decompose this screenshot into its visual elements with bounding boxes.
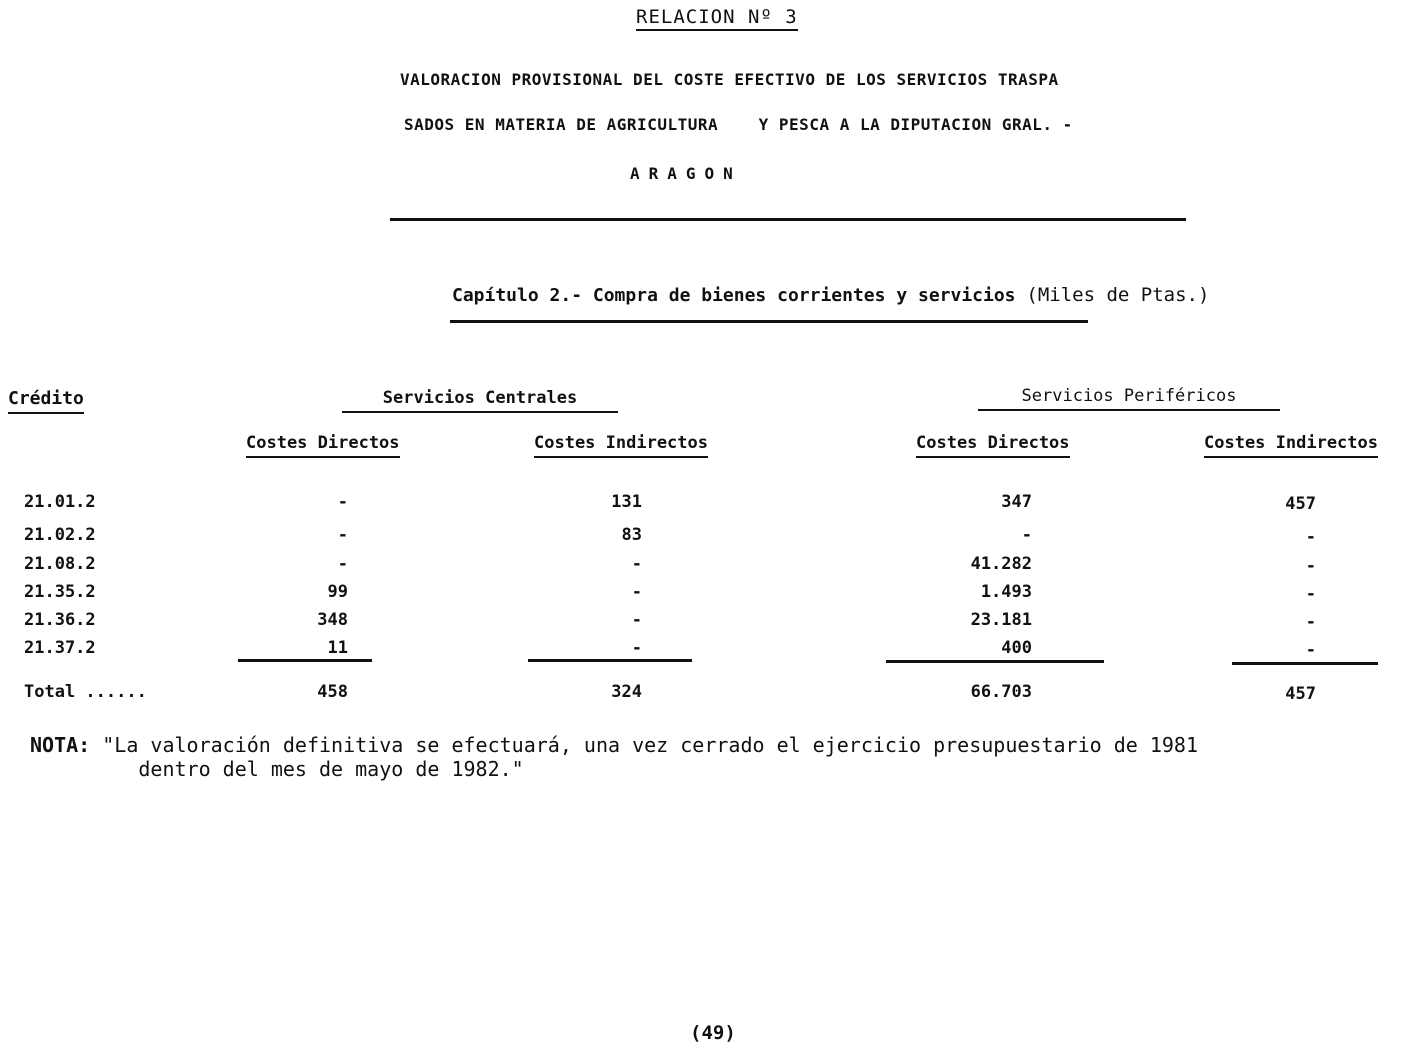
total-peripheral-indirect: 457 [1285, 684, 1316, 704]
note-label: NOTA: [30, 733, 91, 757]
peripheral-direct-value: 347 [1001, 492, 1032, 512]
central-indirect-value: - [631, 582, 642, 602]
credit-code: 21.02.2 [24, 525, 96, 545]
note-text-line-1: "La valoración definitiva se efectuará, una vez cerrado el ejercicio presupuestario de 1981 [102, 733, 1198, 757]
peripheral-indirect-value: - [1305, 556, 1316, 576]
peripheral-direct-costs-header: Costes Directos [916, 433, 1070, 458]
heading-line-2: SADOS EN MATERIA DE AGRICULTURA Y PESCA A LA DIPUTACION GRAL. - [404, 115, 1073, 134]
chapter-units: (Miles de Ptas.) [1026, 284, 1210, 306]
peripheral-direct-value: 400 [1001, 638, 1032, 658]
central-indirect-value: - [631, 554, 642, 574]
peripheral-indirect-sum-rule [1232, 662, 1378, 665]
relacion-title: RELACION Nº 3 [636, 6, 798, 31]
credit-code: 21.37.2 [24, 638, 96, 658]
chapter-title-text: Capítulo 2.- Compra de bienes corrientes y servicios [452, 285, 1016, 306]
total-label: Total ...... [24, 682, 147, 702]
chapter-divider [450, 320, 1088, 323]
note [30, 733, 1198, 781]
peripheral-indirect-value: - [1305, 640, 1316, 660]
page-number: (49) [690, 1022, 736, 1044]
peripheral-direct-value: 1.493 [980, 582, 1032, 602]
central-indirect-sum-rule [528, 659, 692, 662]
total-peripheral-direct: 66.703 [970, 682, 1032, 702]
central-direct-value: - [337, 525, 348, 545]
peripheral-services-header: Servicios Periféricos [978, 386, 1280, 411]
heading-line-1: VALORACION PROVISIONAL DEL COSTE EFECTIVO DE LOS SERVICIOS TRASPA [400, 70, 1059, 89]
peripheral-direct-sum-rule [886, 660, 1104, 663]
peripheral-indirect-value: - [1305, 527, 1316, 547]
credit-code: 21.08.2 [24, 554, 96, 574]
central-indirect-value: 131 [611, 492, 642, 512]
central-indirect-value: - [631, 610, 642, 630]
central-direct-costs-header: Costes Directos [246, 433, 400, 458]
central-services-header: Servicios Centrales [342, 388, 618, 413]
chapter-title [452, 284, 1209, 306]
credit-code: 21.35.2 [24, 582, 96, 602]
total-central-indirect: 324 [611, 682, 642, 702]
heading-divider [390, 218, 1186, 221]
peripheral-indirect-value: - [1305, 612, 1316, 632]
central-direct-sum-rule [238, 659, 372, 662]
central-indirect-value: 83 [621, 525, 642, 545]
central-direct-value: - [337, 492, 348, 512]
peripheral-direct-value: 41.282 [970, 554, 1032, 574]
peripheral-indirect-value: - [1305, 584, 1316, 604]
central-indirect-costs-header: Costes Indirectos [534, 433, 708, 458]
central-indirect-value: - [631, 638, 642, 658]
central-direct-value: 348 [317, 610, 348, 630]
peripheral-indirect-costs-header: Costes Indirectos [1204, 433, 1378, 458]
central-direct-value: - [337, 554, 348, 574]
credit-code: 21.36.2 [24, 610, 96, 630]
credit-code: 21.01.2 [24, 492, 96, 512]
peripheral-direct-value: - [1021, 525, 1032, 545]
credit-column-header: Crédito [8, 388, 84, 414]
peripheral-indirect-value: 457 [1285, 494, 1316, 514]
peripheral-direct-value: 23.181 [970, 610, 1032, 630]
central-direct-value: 11 [327, 638, 348, 658]
heading-region: ARAGON [630, 164, 742, 183]
central-direct-value: 99 [327, 582, 348, 602]
total-central-direct: 458 [317, 682, 348, 702]
note-text-line-2: dentro del mes de mayo de 1982." [138, 757, 524, 781]
